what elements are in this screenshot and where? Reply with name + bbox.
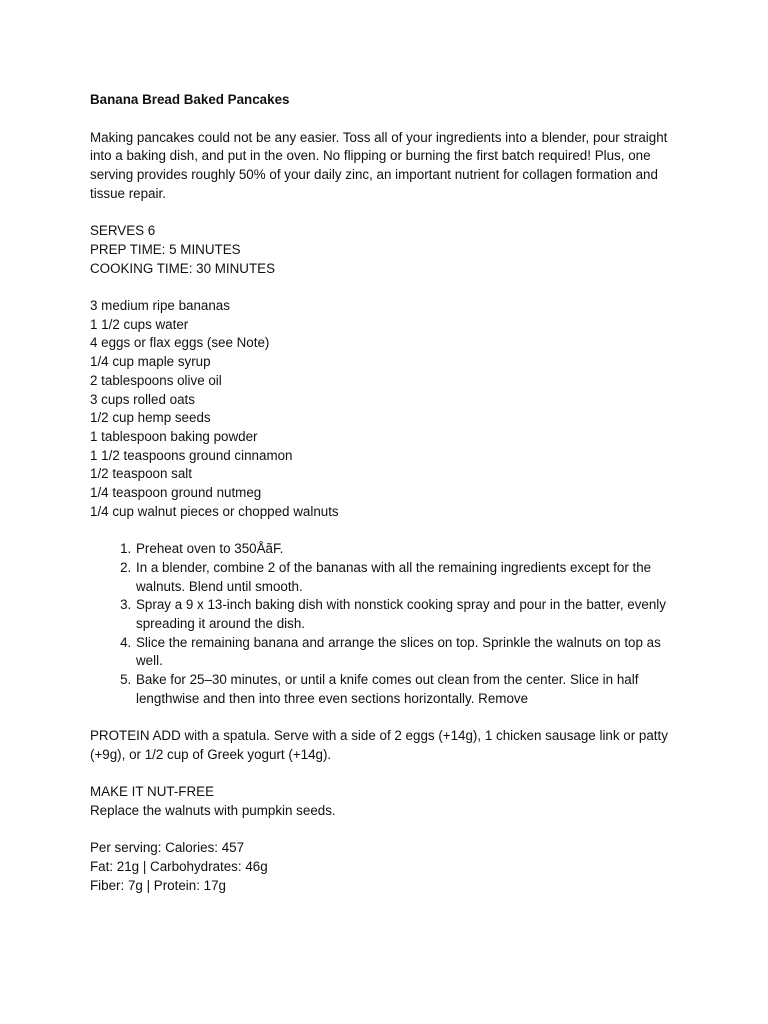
ingredient-item: 1/4 cup maple syrup [90,354,211,370]
step-item: 2. In a blender, combine 2 of the bananas with all the remaining ingredients except for the walnuts. Blend until smooth. [135,559,680,596]
prep-time-line: PREP TIME: 5 MINUTES [90,241,241,257]
ingredient-item: 1/2 teaspoon salt [90,466,192,482]
step-item: 1. Preheat oven to 350ÅãF. [135,540,680,559]
nut-free-heading: MAKE IT NUT-FREE [90,784,214,800]
ingredient-item: 1 1/2 teaspoons ground cinnamon [90,447,293,463]
cooking-time-line: COOKING TIME: 30 MINUTES [90,260,276,276]
ingredient-item: 1/4 cup walnut pieces or chopped walnuts [90,503,339,519]
ingredient-item: 1/4 teaspoon ground nutmeg [90,485,262,501]
step-item: 5. Bake for 25–30 minutes, or until a knife comes out clean from the center. Slice in half lengthwise and then into three even sections horizontally. Remove [135,671,680,708]
nut-free-section [90,783,680,820]
nutrition-line: Per serving: Calories: 457 [90,840,245,856]
protein-add-paragraph: PROTEIN ADD with a spatula. Serve with a side of 2 eggs (+14g), 1 chicken sausage link or patty (+9g), or 1/2 cup of Greek yogurt (+14g). [90,728,668,762]
instruction-steps [90,540,680,708]
nutrition-line: Fat: 21g | Carbohydrates: 46g [90,859,268,875]
ingredient-item: 1 1/2 cups water [90,316,189,332]
step-item: 3. Spray a 9 x 13-inch baking dish with nonstick cooking spray and pour in the batter, evenly spreading it around the dish. [135,596,680,633]
step-item: 4. Slice the remaining banana and arrange the slices on top. Sprinkle the walnuts on top as well. [135,634,680,671]
recipe-meta [90,222,680,278]
ingredient-item: 3 cups rolled oats [90,391,195,407]
ingredient-item: 1 tablespoon baking powder [90,428,258,444]
intro-paragraph: Making pancakes could not be any easier. Toss all of your ingredients into a blender, pour straight into a baking dish, and put in the oven. No flipping or burning the first batch required! Plus, one serving provides roughly 50% of your daily zinc, an important nutrient for collagen formation and tissue repair. [90,129,668,201]
serves-line: SERVES 6 [90,223,156,239]
ingredient-item: 3 medium ripe bananas [90,297,230,313]
document-page [90,91,680,895]
ingredient-item: 4 eggs or flax eggs (see Note) [90,335,270,351]
ingredient-item: 1/2 cup hemp seeds [90,410,211,426]
nutrition-line: Fiber: 7g | Protein: 17g [90,877,226,893]
recipe-title: Banana Bread Baked Pancakes [90,92,290,107]
nutrition-facts [90,839,680,895]
ingredient-item: 2 tablespoons olive oil [90,372,222,388]
ingredient-list [90,297,680,521]
nut-free-text: Replace the walnuts with pumpkin seeds. [90,802,336,818]
